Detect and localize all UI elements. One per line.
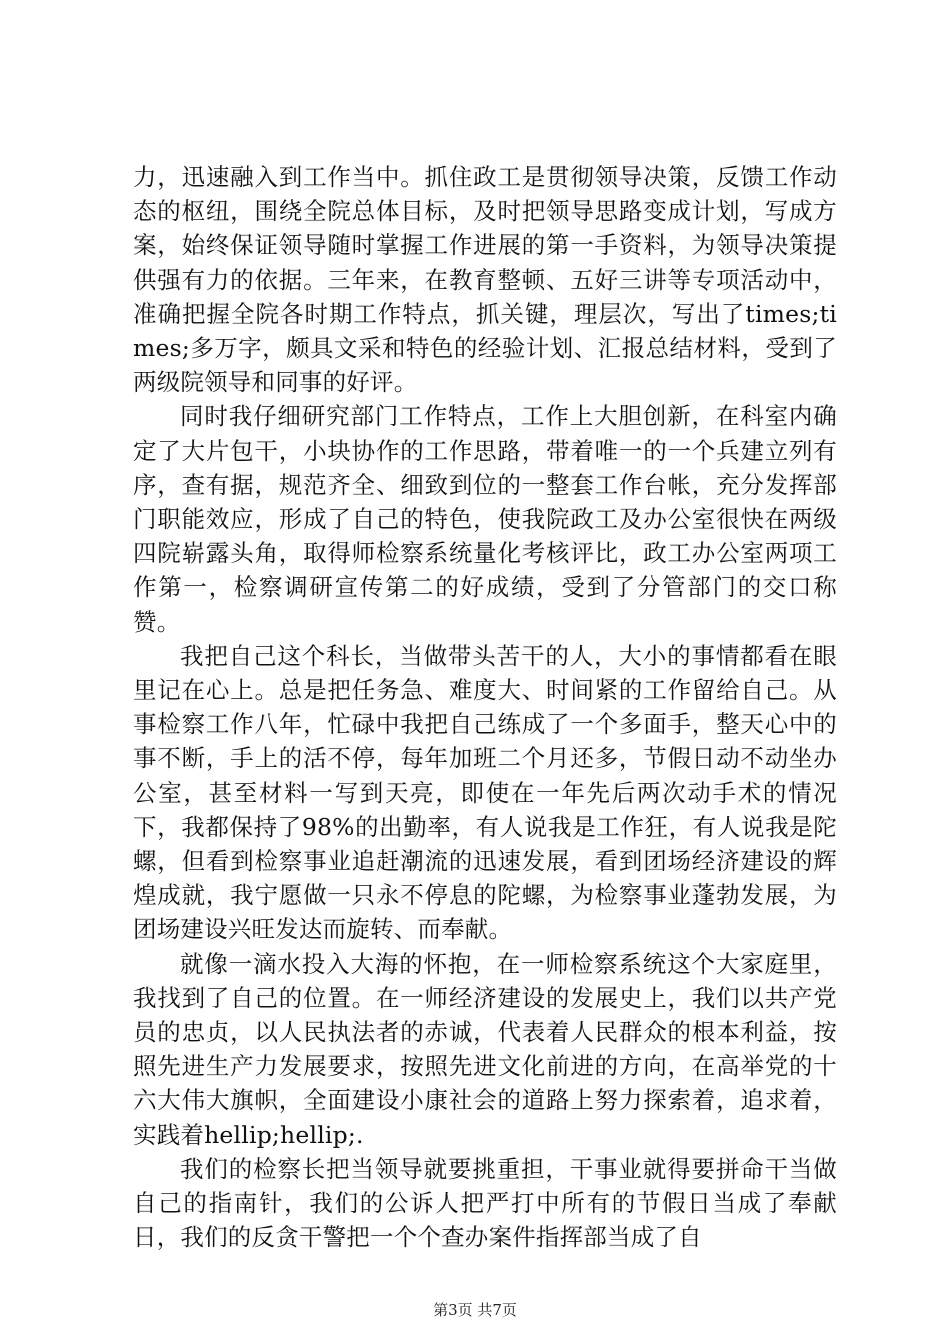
page-number-label: 第3页 共7页 [433, 1301, 517, 1319]
body-text [133, 160, 837, 1255]
paragraph: 我们的检察长把当领导就要挑重担，干事业就得要拼命干当做自己的指南针，我们的公诉人把严打中所有的节假日当成了奉献日，我们的反贪干警把一个个查办案件指挥部当成了自 [133, 1154, 837, 1252]
page-footer [0, 1300, 950, 1320]
paragraph: 就像一滴水投入大海的怀抱，在一师检察系统这个大家庭里，我找到了自己的位置。在一师经济建设的发展史上，我们以共产党员的忠贞，以人民执法者的赤诚，代表着人民群众的根本利益，按照先进生产力发展要求，按照先进文化前进的方向，在高举党的十六大伟大旗帜，全面建设小康社会的道路上努力探索着，追求着，实践着hellip;hellip;. [133, 949, 837, 1149]
paragraph-continuation: 力，迅速融入到工作当中。抓住政工是贯彻领导决策，反馈工作动态的枢纽，围绕全院总体目标，及时把领导思路变成计划，写成方案，始终保证领导随时掌握工作进展的第一手资料，为领导决策提供强有力的依据。三年来，在教育整顿、五好三讲等专项活动中，准确把握全院各时期工作特点，抓关键，理层次，写出了times;times;多万字，颇具文采和特色的经验计划、汇报总结材料，受到了两级院领导和同事的好评。 [133, 163, 837, 397]
paragraph: 我把自己这个科长，当做带头苦干的人，大小的事情都看在眼里记在心上。总是把任务急、难度大、时间紧的工作留给自己。从事检察工作八年，忙碌中我把自己练成了一个多面手，整天心中的事不断，手上的活不停，每年加班二个月还多，节假日动不动坐办公室，甚至材料一写到天亮，即使在一年先后两次动手术的情况下，我都保持了98%的出勤率，有人说我是工作狂，有人说我是陀螺，但看到检察事业追赶潮流的迅速发展，看到团场经济建设的辉煌成就，我宁愿做一只永不停息的陀螺，为检察事业蓬勃发展，为团场建设兴旺发达而旋转、而奉献。 [133, 641, 837, 944]
paragraph: 同时我仔细研究部门工作特点，工作上大胆创新，在科室内确定了大片包干，小块协作的工作思路，带着唯一的一个兵建立列有序，查有据，规范齐全、细致到位的一整套工作台帐，充分发挥部门职能效应，形成了自己的特色，使我院政工及办公室很快在两级四院崭露头角，取得师检察系统量化考核评比，政工办公室两项工作第一，检察调研宣传第二的好成绩，受到了分管部门的交口称赞。 [133, 402, 837, 636]
